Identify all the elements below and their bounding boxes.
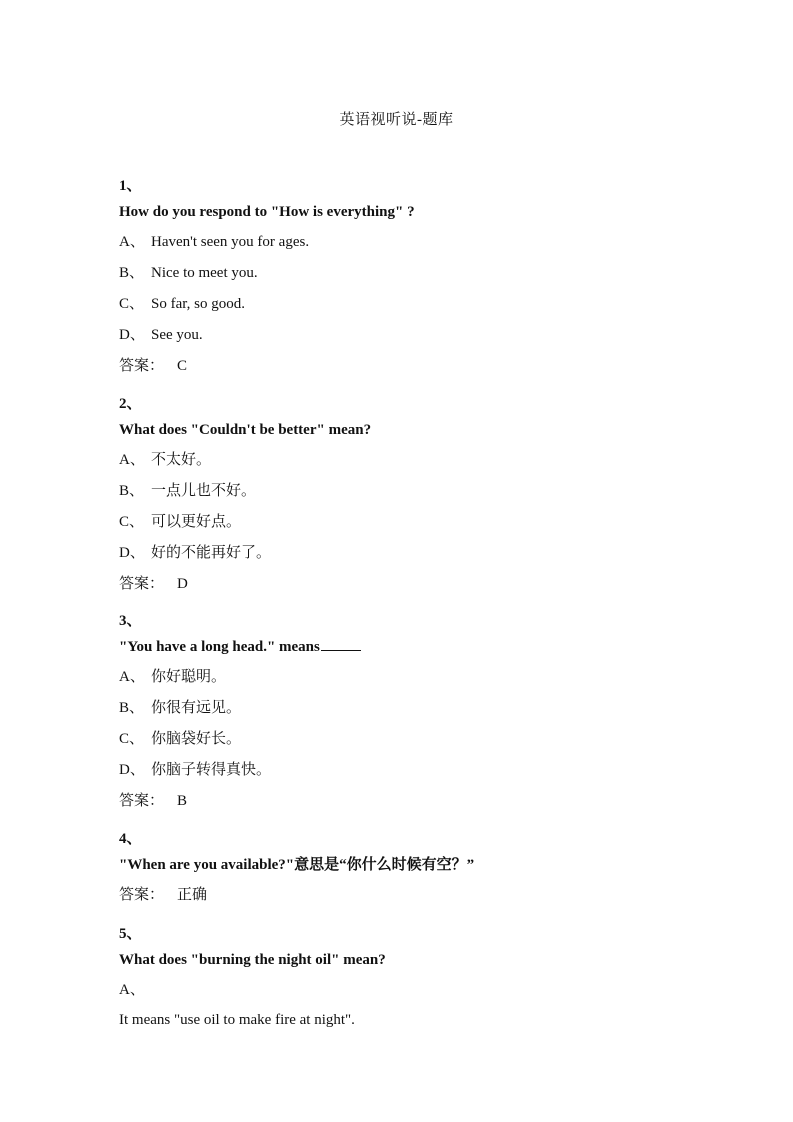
option-d [119, 325, 719, 356]
option-letter: C、 [119, 296, 145, 312]
option-d [119, 760, 719, 791]
option-a-text: It means "use oil to make fire at night". [119, 1012, 355, 1028]
option-b [119, 263, 719, 294]
question-4 [119, 829, 719, 916]
option-text: 可以更好点。 [151, 514, 242, 530]
option-text: Haven't seen you for ages. [151, 234, 310, 250]
question-1 [119, 176, 719, 387]
option-a [119, 450, 719, 481]
option-text: See you. [151, 327, 203, 343]
option-letter: C、 [119, 514, 145, 530]
option-text: 不太好。 [151, 452, 212, 468]
option-b [119, 698, 719, 729]
option-d [119, 543, 719, 574]
answer-line [119, 574, 719, 605]
option-text: 你好聪明。 [151, 669, 227, 685]
answer-label: 答案： [119, 887, 165, 903]
option-a [119, 667, 719, 698]
question-text: What does "burning the night oil" mean? [119, 952, 386, 968]
question-number: 5、 [119, 926, 142, 942]
option-c [119, 294, 719, 325]
answer-value: D [177, 576, 188, 592]
question-number: 2、 [119, 396, 142, 412]
answer-value: 正确 [177, 887, 208, 903]
question-text: "When are you available?"意思是“你什么时候有空？” [119, 857, 475, 873]
answer-label: 答案： [119, 576, 165, 592]
document-title: 英语视听说-题库 [339, 112, 454, 128]
question-text: What does "Couldn't be better" mean? [119, 422, 372, 438]
option-letter: B、 [119, 265, 145, 281]
question-2 [119, 394, 719, 605]
option-c [119, 512, 719, 543]
option-c [119, 729, 719, 760]
option-text: 你很有远见。 [151, 700, 242, 716]
answer-value: B [177, 793, 188, 809]
option-letter: A、 [119, 669, 145, 685]
option-text: 你脑子转得真快。 [151, 762, 272, 778]
option-text: 好的不能再好了。 [151, 545, 272, 561]
option-a [119, 980, 719, 1010]
answer-value: C [177, 358, 188, 374]
answer-line [119, 356, 719, 387]
option-text: Nice to meet you. [151, 265, 258, 281]
question-text: "You have a long head." means [119, 639, 320, 655]
answer-line [119, 791, 719, 822]
question-number: 1、 [119, 178, 142, 194]
question-text-line [119, 637, 719, 667]
option-text: 你脑袋好长。 [151, 731, 242, 747]
option-letter: D、 [119, 545, 145, 561]
option-a [119, 232, 719, 263]
question-number: 4、 [119, 831, 142, 847]
question-3 [119, 611, 719, 822]
answer-line [119, 885, 719, 916]
option-letter: B、 [119, 483, 145, 499]
option-letter: C、 [119, 731, 145, 747]
answer-label: 答案： [119, 358, 165, 374]
option-text: 一点儿也不好。 [151, 483, 257, 499]
option-b [119, 481, 719, 512]
option-letter: A、 [119, 452, 145, 468]
question-5 [119, 924, 719, 1040]
option-letter: B、 [119, 700, 145, 716]
fill-in-blank [321, 638, 361, 651]
option-letter: D、 [119, 762, 145, 778]
question-text: How do you respond to "How is everything" ? [119, 204, 415, 220]
option-letter: D、 [119, 327, 145, 343]
question-number: 3、 [119, 613, 142, 629]
option-letter: A、 [119, 234, 145, 250]
option-text: So far, so good. [151, 296, 245, 312]
option-letter: A、 [119, 982, 145, 998]
answer-label: 答案： [119, 793, 165, 809]
